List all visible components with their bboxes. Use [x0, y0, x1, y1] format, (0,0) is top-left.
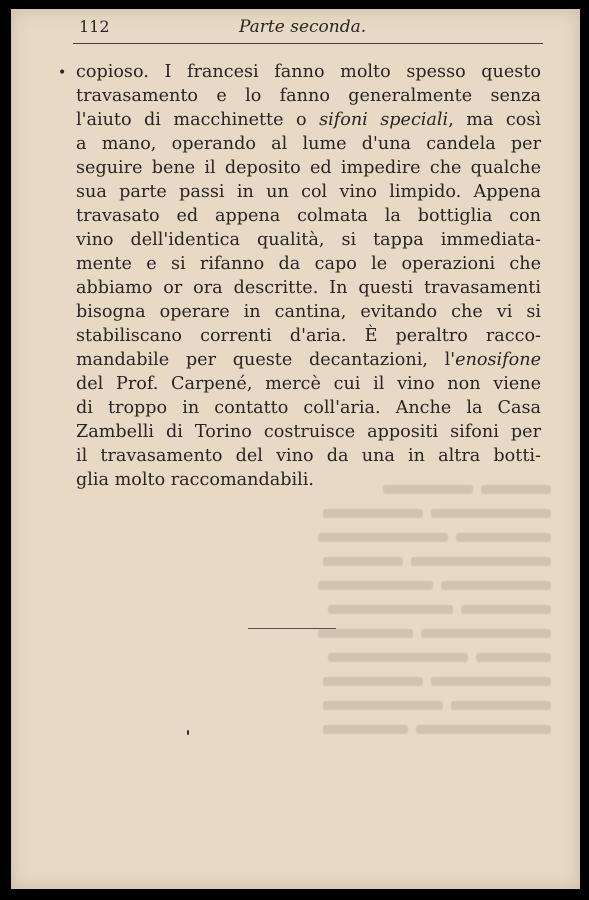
text-line	[76, 468, 541, 492]
text-line	[76, 324, 541, 348]
text-segment: vino dell'identica qualità, si tappa immediata-	[76, 230, 541, 250]
text-segment: il travasamento del vino da una in altra botti-	[76, 446, 541, 466]
text-segment: del Prof. Carpené, mercè cui il vino non viene	[76, 374, 541, 394]
text-line	[76, 180, 541, 204]
text-segment: abbiamo or ora descritte. In questi travasamenti	[76, 278, 541, 298]
text-segment: stabiliscano correnti d'aria. È peraltro racco-	[76, 326, 541, 346]
italic-term: sifoni speciali	[319, 110, 449, 130]
show-through-text	[301, 477, 551, 747]
text-line	[76, 228, 541, 252]
header-rule	[73, 43, 543, 44]
section-end-rule	[248, 628, 336, 629]
text-line	[76, 60, 541, 84]
text-line	[76, 300, 541, 324]
text-line	[76, 156, 541, 180]
text-segment: mandabile per queste decantazioni, l'	[76, 350, 456, 370]
body-paragraph	[76, 60, 541, 492]
text-segment: , ma così	[448, 110, 541, 130]
book-page	[11, 9, 580, 889]
italic-term: enosifone	[455, 350, 541, 370]
text-segment: seguire bene il deposito ed impedire che qualche	[76, 158, 541, 178]
text-segment: travasato ed appena colmata la bottiglia con	[76, 206, 541, 226]
text-segment: l'aiuto di macchinette o	[76, 110, 320, 130]
text-segment: copioso. I francesi fanno molto spesso questo	[76, 62, 541, 82]
running-head: Parte seconda.	[239, 17, 367, 37]
text-segment: sua parte passi in un col vino limpido. Appena	[76, 182, 541, 202]
page-header	[79, 15, 541, 41]
text-line	[76, 396, 541, 420]
text-line	[76, 348, 541, 372]
text-line	[76, 444, 541, 468]
text-line	[76, 84, 541, 108]
text-line	[76, 204, 541, 228]
text-line	[76, 420, 541, 444]
text-segment: glia molto raccomandabili.	[76, 470, 314, 490]
text-line	[76, 276, 541, 300]
text-segment: mente e si rifanno da capo le operazioni che	[76, 254, 541, 274]
text-segment: bisogna operare in cantina, evitando che vi si	[76, 302, 541, 322]
text-line	[76, 372, 541, 396]
stray-ink-dot	[187, 730, 189, 735]
text-line	[76, 132, 541, 156]
text-line	[76, 252, 541, 276]
page-number: 112	[79, 17, 110, 36]
text-line	[76, 108, 541, 132]
text-segment: a mano, operando al lume d'una candela per	[76, 134, 541, 154]
text-segment: travasamento e lo fanno generalmente senza	[76, 86, 541, 106]
text-segment: di troppo in contatto coll'aria. Anche la Casa	[76, 398, 541, 418]
text-segment: Zambelli di Torino costruisce appositi sifoni per	[76, 422, 541, 442]
margin-mark: •	[58, 65, 67, 81]
